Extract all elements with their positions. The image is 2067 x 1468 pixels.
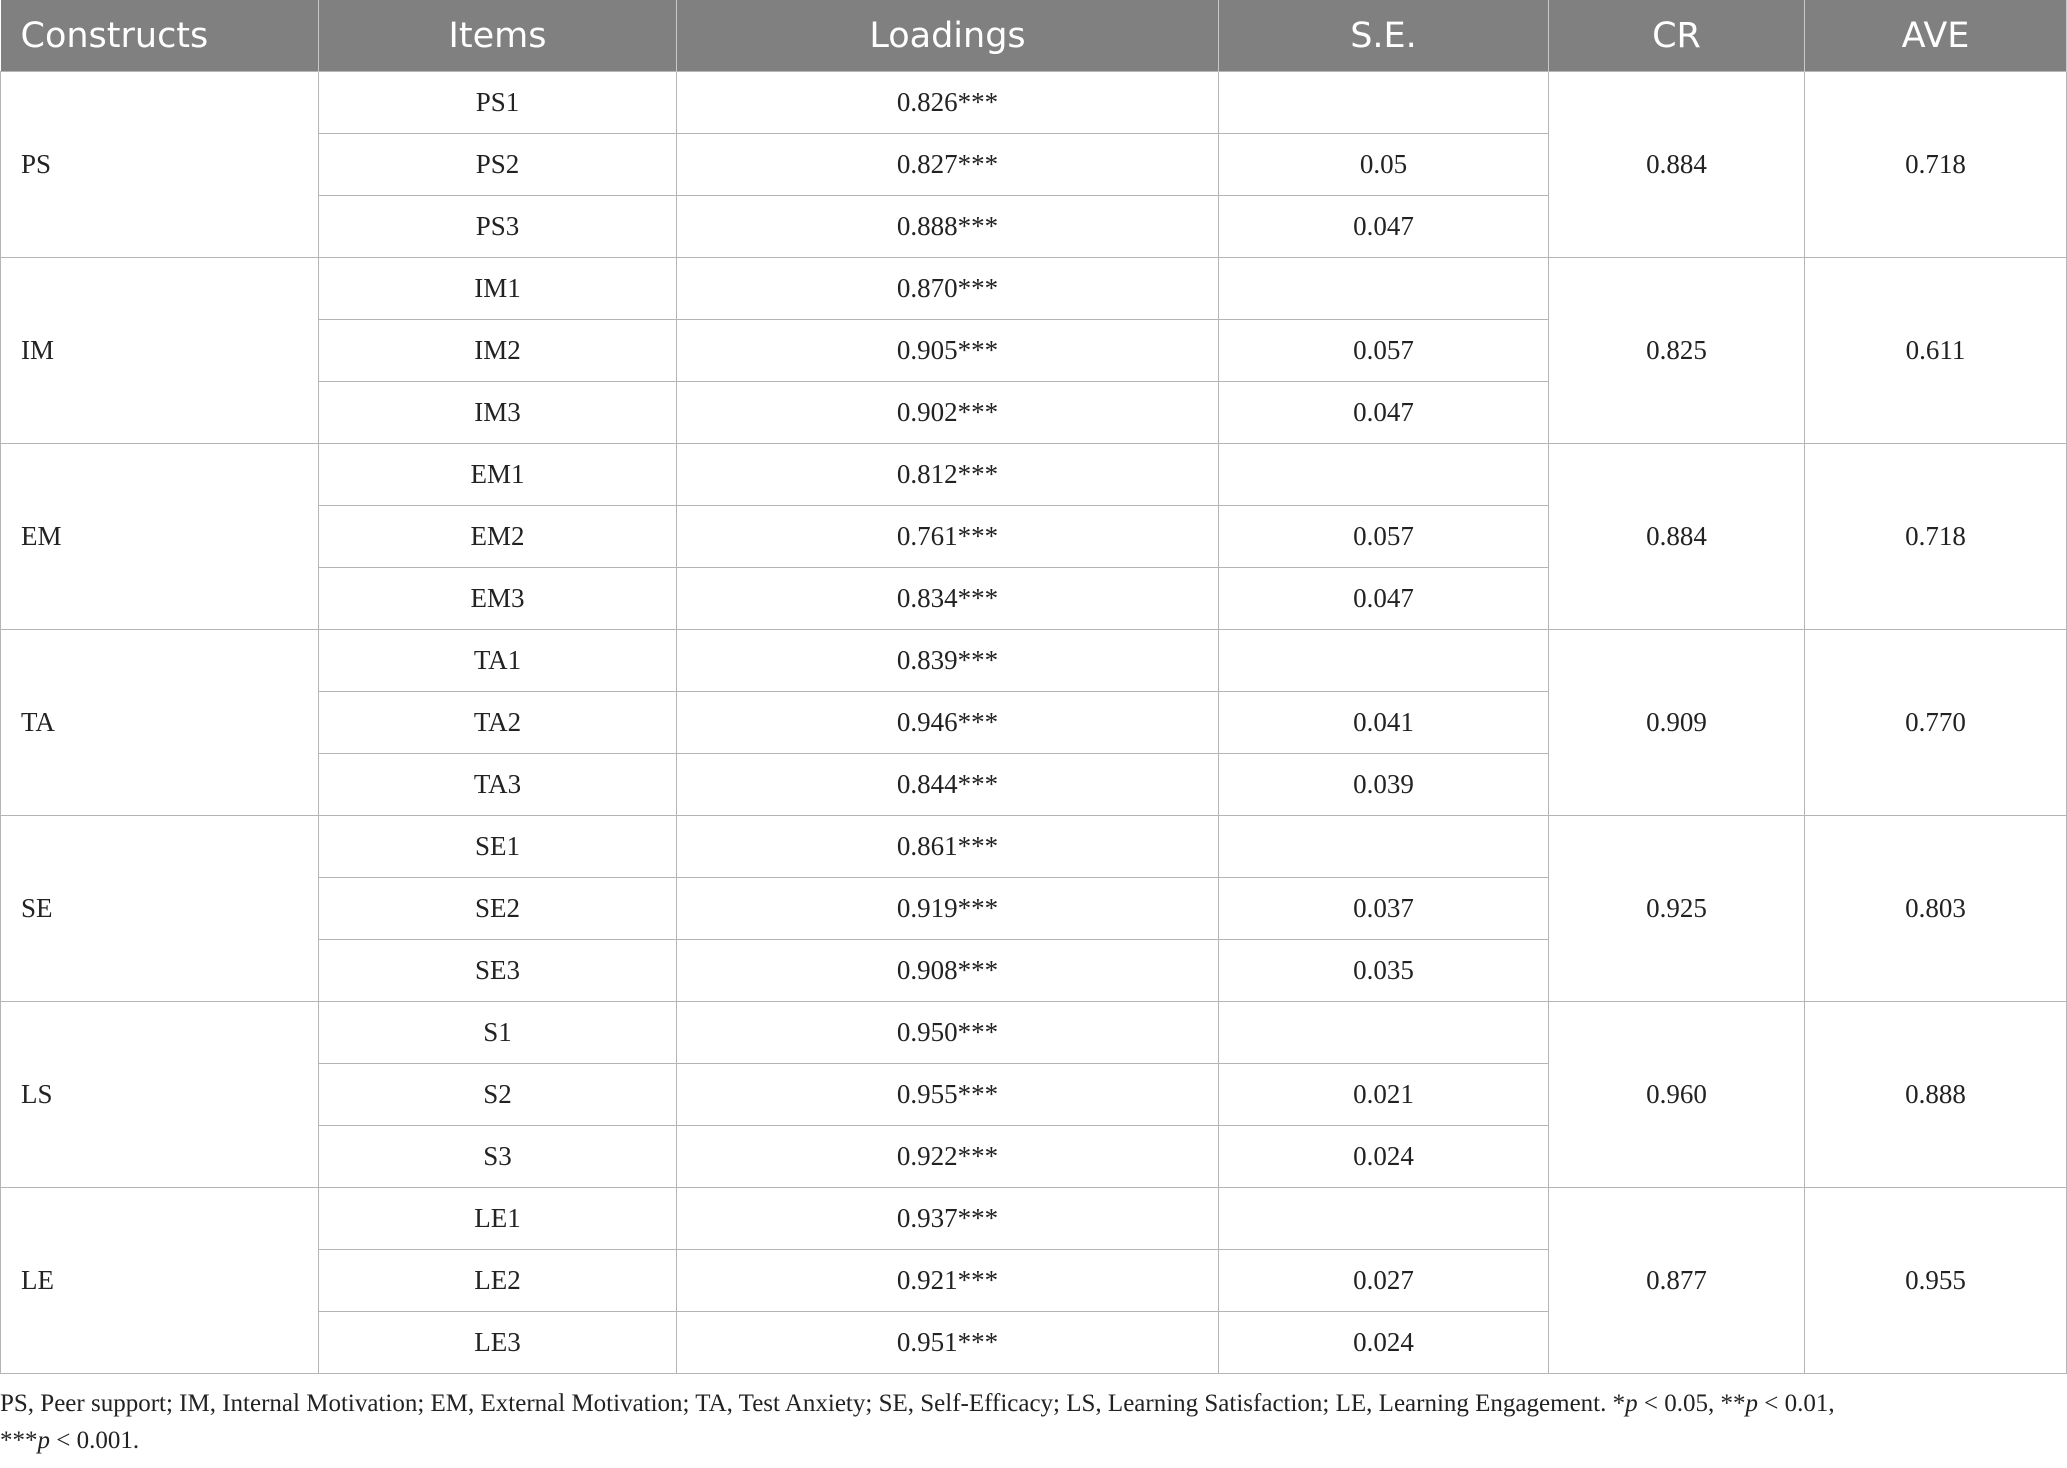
ave-cell: 0.888 (1805, 1002, 2067, 1188)
se-cell: 0.027 (1219, 1250, 1549, 1312)
item-cell: EM1 (319, 444, 677, 506)
table-row (1, 1188, 2067, 1250)
header-row (1, 0, 2067, 72)
footnote-sig3-rest: < 0.001. (50, 1427, 140, 1454)
ave-cell: 0.718 (1805, 444, 2067, 630)
table-row (1, 1002, 2067, 1064)
table-body (1, 72, 2067, 1374)
table-row (1, 816, 2067, 878)
item-cell: IM2 (319, 320, 677, 382)
item-cell: PS3 (319, 196, 677, 258)
se-cell: 0.05 (1219, 134, 1549, 196)
construct-cell: LE (1, 1188, 319, 1374)
item-cell: SE2 (319, 878, 677, 940)
ave-cell: 0.955 (1805, 1188, 2067, 1374)
loading-cell: 0.844*** (677, 754, 1219, 816)
header-ave: AVE (1805, 0, 2067, 72)
se-cell (1219, 444, 1549, 506)
table-row (1, 72, 2067, 134)
table-row (1, 630, 2067, 692)
footnote-sig1-stars: * (1612, 1390, 1626, 1417)
loading-cell: 0.955*** (677, 1064, 1219, 1126)
footnote-sig2-stars: ** (1720, 1390, 1746, 1417)
se-cell (1219, 72, 1549, 134)
se-cell (1219, 816, 1549, 878)
se-cell: 0.021 (1219, 1064, 1549, 1126)
item-cell: IM3 (319, 382, 677, 444)
item-cell: PS1 (319, 72, 677, 134)
loading-cell: 0.950*** (677, 1002, 1219, 1064)
loading-cell: 0.888*** (677, 196, 1219, 258)
item-cell: SE1 (319, 816, 677, 878)
item-cell: TA1 (319, 630, 677, 692)
ave-cell: 0.803 (1805, 816, 2067, 1002)
loading-cell: 0.834*** (677, 568, 1219, 630)
loading-cell: 0.839*** (677, 630, 1219, 692)
se-cell: 0.047 (1219, 568, 1549, 630)
item-cell: EM2 (319, 506, 677, 568)
cr-cell: 0.877 (1549, 1188, 1805, 1374)
se-cell: 0.024 (1219, 1312, 1549, 1374)
item-cell: LE2 (319, 1250, 677, 1312)
loading-cell: 0.812*** (677, 444, 1219, 506)
construct-cell: IM (1, 258, 319, 444)
construct-cell: TA (1, 630, 319, 816)
item-cell: SE3 (319, 940, 677, 1002)
se-cell (1219, 630, 1549, 692)
construct-cell: EM (1, 444, 319, 630)
loading-cell: 0.921*** (677, 1250, 1219, 1312)
loading-cell: 0.905*** (677, 320, 1219, 382)
construct-cell: PS (1, 72, 319, 258)
footnote-sig1-rest: < 0.05, (1637, 1390, 1721, 1417)
se-cell: 0.024 (1219, 1126, 1549, 1188)
header-se: S.E. (1219, 0, 1549, 72)
se-cell: 0.057 (1219, 506, 1549, 568)
footnote-sig1-p: p (1625, 1390, 1638, 1417)
loading-cell: 0.951*** (677, 1312, 1219, 1374)
cr-cell: 0.825 (1549, 258, 1805, 444)
item-cell: S1 (319, 1002, 677, 1064)
footnote-abbreviations: PS, Peer support; IM, Internal Motivation; EM, External Motivation; TA, Test Anxiety; SE, Self-Efficacy; LS, Learning Satisfaction; LE, Learning Engagement. (0, 1390, 1613, 1417)
table-row (1, 444, 2067, 506)
loading-cell: 0.861*** (677, 816, 1219, 878)
loading-cell: 0.946*** (677, 692, 1219, 754)
se-cell (1219, 258, 1549, 320)
se-cell: 0.047 (1219, 382, 1549, 444)
loading-cell: 0.761*** (677, 506, 1219, 568)
se-cell (1219, 1188, 1549, 1250)
se-cell: 0.039 (1219, 754, 1549, 816)
loading-cell: 0.902*** (677, 382, 1219, 444)
item-cell: EM3 (319, 568, 677, 630)
footnote-sig3-p: p (37, 1427, 50, 1454)
cr-cell: 0.960 (1549, 1002, 1805, 1188)
cr-cell: 0.925 (1549, 816, 1805, 1002)
item-cell: S2 (319, 1064, 677, 1126)
footnote-sig3-stars: *** (0, 1427, 38, 1454)
header-constructs: Constructs (1, 0, 319, 72)
se-cell: 0.057 (1219, 320, 1549, 382)
construct-cell: SE (1, 816, 319, 1002)
ave-cell: 0.770 (1805, 630, 2067, 816)
loading-cell: 0.870*** (677, 258, 1219, 320)
item-cell: TA3 (319, 754, 677, 816)
loading-cell: 0.908*** (677, 940, 1219, 1002)
item-cell: TA2 (319, 692, 677, 754)
cr-cell: 0.909 (1549, 630, 1805, 816)
footnote-sig2-rest: < 0.01, (1757, 1390, 1835, 1417)
item-cell: PS2 (319, 134, 677, 196)
ave-cell: 0.611 (1805, 258, 2067, 444)
loading-cell: 0.922*** (677, 1126, 1219, 1188)
item-cell: S3 (319, 1126, 677, 1188)
header-items: Items (319, 0, 677, 72)
se-cell: 0.037 (1219, 878, 1549, 940)
item-cell: IM1 (319, 258, 677, 320)
header-loadings: Loadings (677, 0, 1219, 72)
table-row (1, 258, 2067, 320)
cr-cell: 0.884 (1549, 444, 1805, 630)
se-cell: 0.035 (1219, 940, 1549, 1002)
ave-cell: 0.718 (1805, 72, 2067, 258)
header-cr: CR (1549, 0, 1805, 72)
se-cell: 0.041 (1219, 692, 1549, 754)
construct-cell: LS (1, 1002, 319, 1188)
item-cell: LE1 (319, 1188, 677, 1250)
se-cell (1219, 1002, 1549, 1064)
loading-cell: 0.827*** (677, 134, 1219, 196)
item-cell: LE3 (319, 1312, 677, 1374)
loading-cell: 0.937*** (677, 1188, 1219, 1250)
cr-cell: 0.884 (1549, 72, 1805, 258)
footnote-sig2-p: p (1745, 1390, 1758, 1417)
table-footnote (0, 1385, 2040, 1459)
se-cell: 0.047 (1219, 196, 1549, 258)
loading-cell: 0.919*** (677, 878, 1219, 940)
loading-cell: 0.826*** (677, 72, 1219, 134)
